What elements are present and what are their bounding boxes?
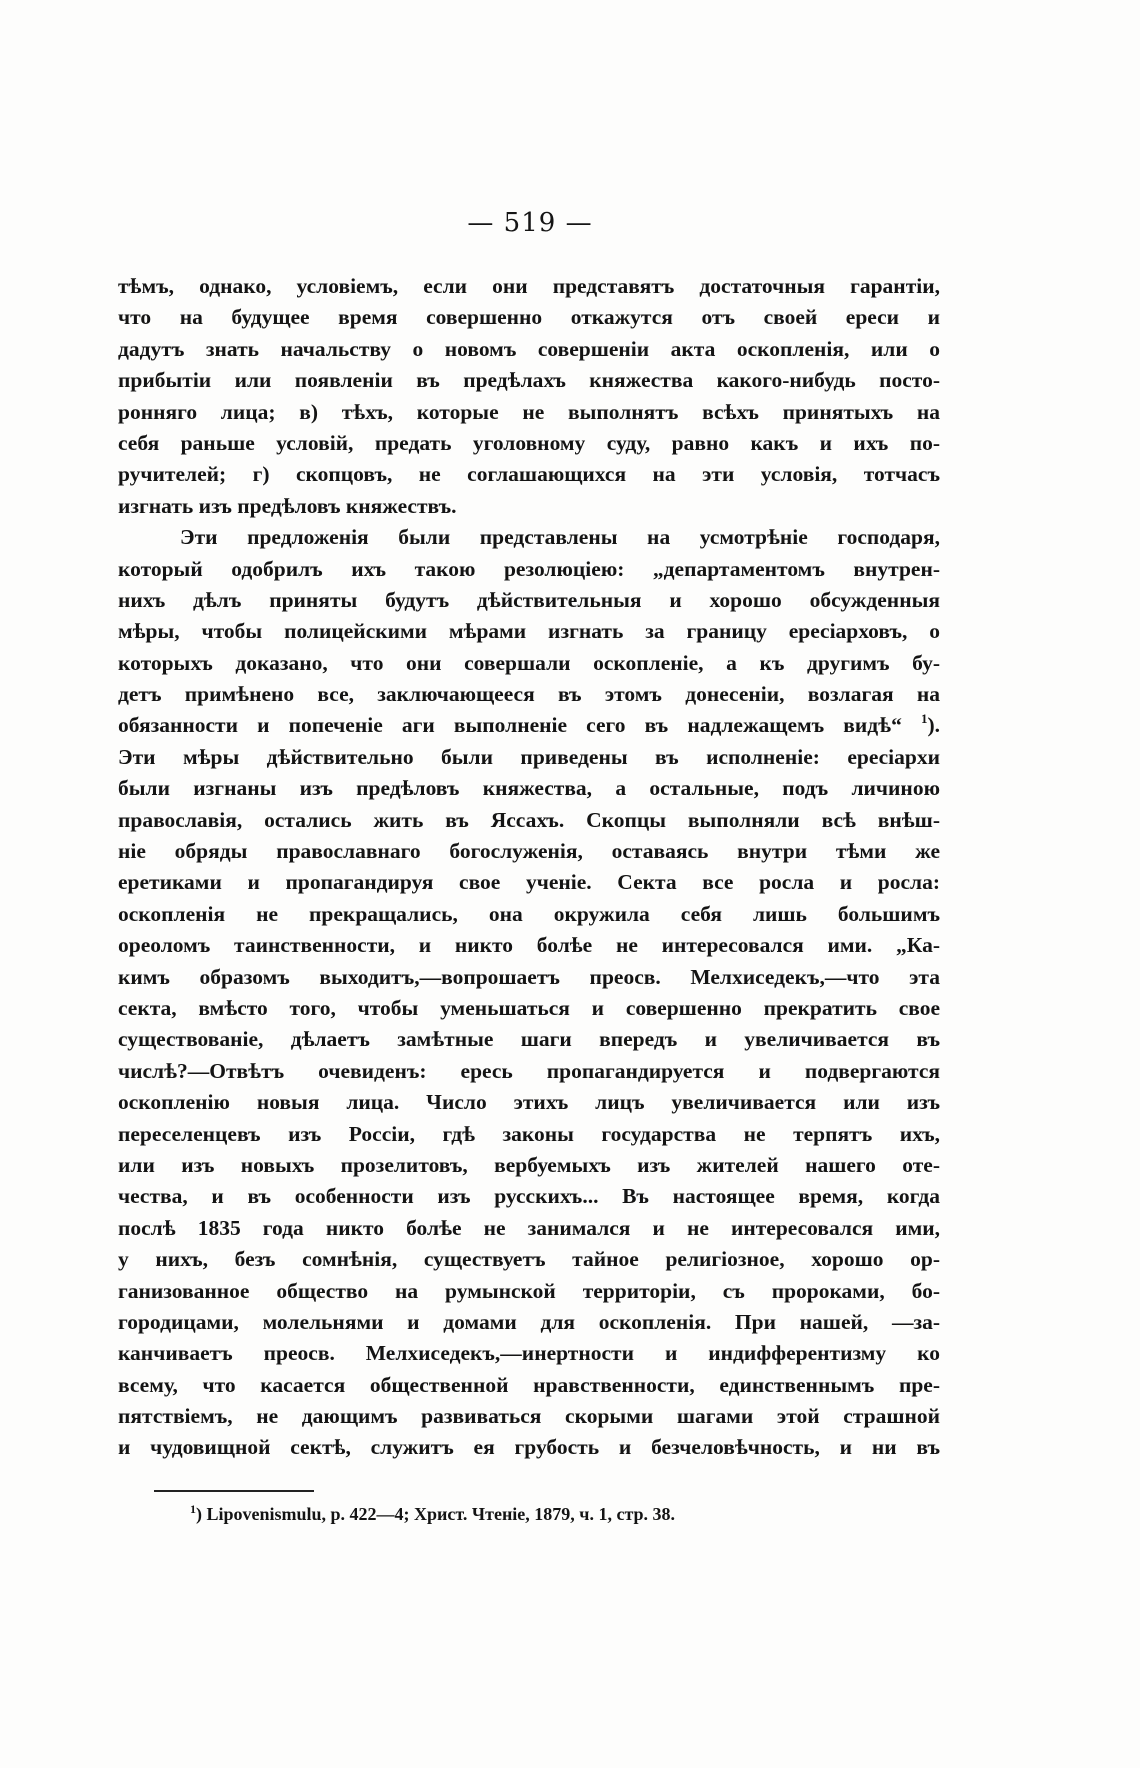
text-line: ніе обряды православнаго богослуженія, оставаясь внутри тѣми же <box>118 839 940 864</box>
text-line: себя раньше условій, предать уголовному суду, равно какъ и ихъ по- <box>118 430 940 455</box>
text-line: канчиваетъ преосв. Мелхиседекъ,—инертности и индифферентизму ко <box>118 1341 940 1366</box>
footnote <box>190 1504 675 1525</box>
text-line: который одобрилъ ихъ такою резолюціею: „департаментомъ внутрен- <box>118 556 940 581</box>
text-line: городицами, молельнями и домами для оскопленія. При нашей, —за- <box>118 1309 940 1334</box>
text-line: всему, что касается общественной нравственности, единственнымъ пре- <box>118 1372 940 1397</box>
text-line: у нихъ, безъ сомнѣнія, существуетъ тайное религіозное, хорошо ор- <box>118 1247 940 1272</box>
text-line: нихъ дѣлъ приняты будутъ дѣйствительныя и хорошо обсужденныя <box>118 587 940 612</box>
text-line: чества, и въ особенности изъ русскихъ... Въ настоящее время, когда <box>118 1184 940 1209</box>
text-line: числѣ?—Отвѣтъ очевиденъ: ересь пропагандируется и подвергаются <box>118 1058 940 1083</box>
page-number: — 519 — <box>467 208 593 238</box>
text-line: пятствіемъ, не дающимъ развиваться скорыми шагами этой страшной <box>118 1404 940 1429</box>
text-line: детъ примѣнено все, заключающееся въ этомъ донесеніи, возлагая на <box>118 682 940 707</box>
text-line: оскопленія не прекращались, она окружила себя лишь большимъ <box>118 901 940 926</box>
text-line-content: обязанности и попеченіе аги выполненіе сего въ надлежащемъ видѣ“ <box>118 713 902 738</box>
text-line: прибытіи или появленіи въ предѣлахъ княжества какого-нибудь посто- <box>118 368 940 393</box>
text-line: или изъ новыхъ прозелитовъ, вербуемыхъ изъ жителей нашего оте- <box>118 1152 940 1177</box>
text-line: Эти мѣры дѣйствительно были приведены въ исполненіе: ересіархи <box>118 744 940 769</box>
text-line: дадутъ знать начальству о новомъ совершеніи акта оскопленія, или о <box>118 336 940 361</box>
text-line: оскопленію новыя лица. Число этихъ лицъ увеличивается или изъ <box>118 1090 940 1115</box>
text-line: и чудовищной сектѣ, служитъ ея грубость и безчеловѣчность, и ни въ <box>118 1435 940 1460</box>
footnote-reference-closing: ). <box>927 713 940 738</box>
text-line: еретиками и пропагандируя свое ученіе. Секта все росла и росла: <box>118 870 940 895</box>
text-line: Эти предложенія были представлены на усмотрѣніе господаря, <box>180 525 940 550</box>
text-line: кимъ образомъ выходитъ,—вопрошаетъ преосв. Мелхиседекъ,—что эта <box>118 964 940 989</box>
text-line: послѣ 1835 года никто болѣе не занимался и не интересовался ими, <box>118 1215 940 1240</box>
text-line: секта, вмѣсто того, чтобы уменьшаться и совершенно прекратить свое <box>118 995 940 1020</box>
text-line: были изгнаны изъ предѣловъ княжества, а остальные, подъ личиною <box>118 776 940 801</box>
text-line: которыхъ доказано, что они совершали оскопленіе, а къ другимъ бу- <box>118 650 940 675</box>
footnote-marker: 1 <box>190 1502 196 1516</box>
body-text <box>118 271 940 1464</box>
text-line: ореоломъ таинственности, и никто болѣе не интересовался ими. „Ка- <box>118 933 940 958</box>
text-line: тѣмъ, однако, условіемъ, если они представятъ достаточныя гарантіи, <box>118 274 940 298</box>
footnote-text: ) Lipovenismulu, p. 422—4; Христ. Чтеніе, 1879, ч. 1, стр. 38. <box>196 1504 676 1524</box>
text-line: что на будущее время совершенно откажутся отъ своей ереси и <box>118 305 940 330</box>
text-line: ручителей; г) скопцовъ, не соглашающихся на эти условія, тотчасъ <box>118 462 940 487</box>
text-line: переселенцевъ изъ Россіи, гдѣ законы государства не терпятъ ихъ, <box>118 1121 940 1146</box>
text-line: существованіе, дѣлаетъ замѣтные шаги впередъ и увеличивается въ <box>118 1027 940 1052</box>
text-line: мѣры, чтобы полицейскими мѣрами изгнать за границу ересіарховъ, о <box>118 619 940 644</box>
text-line: ганизованное общество на румынской территоріи, съ пророками, бо- <box>118 1278 940 1303</box>
text-line: изгнать изъ предѣловъ княжествъ. <box>118 493 457 518</box>
text-line: ронняго лица; в) тѣхъ, которые не выполнятъ всѣхъ принятыхъ на <box>118 399 940 424</box>
footnote-reference: 1 <box>920 711 928 727</box>
text-line-with-footnote-ref <box>118 710 940 741</box>
text-line: православія, остались жить въ Яссахъ. Скопцы выполняли всѣ внѣш- <box>118 807 940 832</box>
footnote-divider <box>154 1490 314 1492</box>
